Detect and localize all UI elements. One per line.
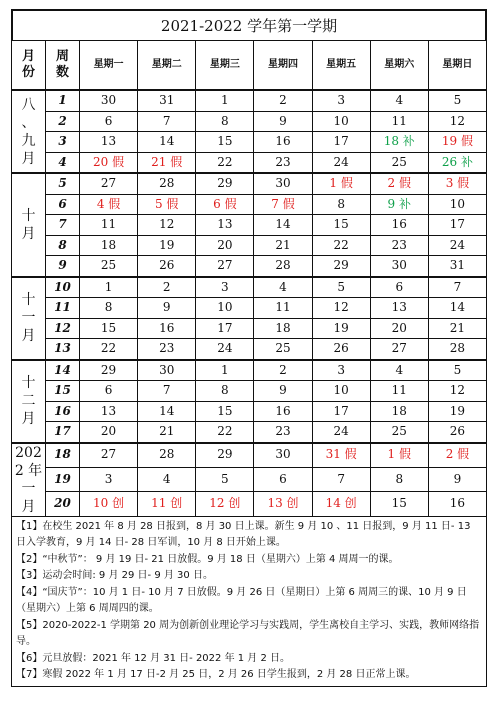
day-cell: 20: [196, 235, 254, 256]
day-cell: 4 假: [80, 194, 138, 215]
week-row: [12, 90, 487, 111]
day-cell: 3: [196, 277, 254, 298]
note-item: 【5】2020-2022-1 学期第 20 周为创新创业理论学习与实践周，学生离校自主学习、实践，教师网络指导。: [16, 619, 480, 647]
day-cell: 29: [80, 360, 138, 381]
day-cell: 25: [254, 339, 312, 360]
day-header: 星期二: [138, 41, 196, 91]
day-cell: 2: [138, 277, 196, 298]
day-cell: 11: [370, 111, 428, 132]
day-cell: 14 创: [312, 492, 370, 516]
note-item: 【6】元旦放假：2021 年 12 月 31 日- 2022 年 1 月 2 日。: [16, 652, 291, 664]
day-cell: 20: [80, 422, 138, 443]
day-cell: 4: [138, 467, 196, 491]
week-number: 4: [46, 152, 80, 173]
day-cell: 28: [138, 173, 196, 194]
day-cell: 25: [80, 256, 138, 277]
day-cell: 1: [196, 90, 254, 111]
day-cell: 26: [138, 256, 196, 277]
day-cell: 9: [254, 111, 312, 132]
day-cell: 4: [370, 90, 428, 111]
week-number: 16: [46, 401, 80, 422]
day-cell: 13 创: [254, 492, 312, 516]
day-cell: 10: [428, 194, 486, 215]
day-cell: 17: [428, 215, 486, 236]
day-cell: 11: [370, 381, 428, 402]
day-cell: 9: [428, 467, 486, 491]
week-row: [12, 339, 487, 360]
day-cell: 9 补: [370, 194, 428, 215]
day-cell: 18 补: [370, 132, 428, 153]
week-number: 20: [46, 492, 80, 516]
day-cell: 7: [138, 111, 196, 132]
day-cell: 24: [428, 235, 486, 256]
week-number: 11: [46, 298, 80, 319]
day-cell: 22: [80, 339, 138, 360]
week-number: 2: [46, 111, 80, 132]
day-cell: 29: [196, 443, 254, 468]
day-cell: 25: [370, 152, 428, 173]
day-cell: 19: [428, 401, 486, 422]
header-row: [12, 41, 487, 91]
day-cell: 15: [370, 492, 428, 516]
day-cell: 16: [370, 215, 428, 236]
notes-section: [11, 517, 487, 687]
day-cell: 12: [312, 298, 370, 319]
day-cell: 8: [312, 194, 370, 215]
day-cell: 18: [370, 401, 428, 422]
day-cell: 6: [80, 111, 138, 132]
day-cell: 29: [312, 256, 370, 277]
note-item: 【2】“中秋节”： 9 月 19 日- 21 日放假。9 月 18 日（星期六）上第 4 周周一的课。: [16, 553, 399, 565]
day-cell: 3: [312, 90, 370, 111]
day-cell: 2: [254, 360, 312, 381]
month-label: 十 一 月: [12, 277, 46, 360]
week-row: [12, 111, 487, 132]
week-row: [12, 256, 487, 277]
day-cell: 4: [370, 360, 428, 381]
day-cell: 21 假: [138, 152, 196, 173]
day-cell: 8: [80, 298, 138, 319]
week-number: 3: [46, 132, 80, 153]
day-cell: 5: [428, 90, 486, 111]
week-row: [12, 492, 487, 516]
month-label: 十 月: [12, 173, 46, 277]
day-header: 星期五: [312, 41, 370, 91]
day-cell: 14: [138, 132, 196, 153]
day-cell: 22: [196, 422, 254, 443]
week-number: 1: [46, 90, 80, 111]
day-cell: 13: [370, 298, 428, 319]
day-header: 星期三: [196, 41, 254, 91]
day-cell: 12 创: [196, 492, 254, 516]
day-cell: 13: [196, 215, 254, 236]
week-row: [12, 467, 487, 491]
week-number: 6: [46, 194, 80, 215]
week-number: 7: [46, 215, 80, 236]
day-cell: 14: [138, 401, 196, 422]
day-cell: 7: [312, 467, 370, 491]
week-number: 9: [46, 256, 80, 277]
day-cell: 3: [312, 360, 370, 381]
month-header: 月 份: [12, 41, 46, 91]
day-cell: 2: [254, 90, 312, 111]
day-cell: 19 假: [428, 132, 486, 153]
week-row: [12, 443, 487, 468]
day-cell: 22: [312, 235, 370, 256]
day-cell: 24: [196, 339, 254, 360]
day-cell: 30: [370, 256, 428, 277]
day-cell: 15: [312, 215, 370, 236]
day-cell: 9: [254, 381, 312, 402]
day-cell: 16: [254, 132, 312, 153]
week-number: 14: [46, 360, 80, 381]
day-cell: 27: [370, 339, 428, 360]
day-cell: 24: [312, 152, 370, 173]
week-number: 17: [46, 422, 80, 443]
week-row: [12, 360, 487, 381]
day-cell: 2 假: [370, 173, 428, 194]
day-cell: 3 假: [428, 173, 486, 194]
day-cell: 22: [196, 152, 254, 173]
day-header: 星期六: [370, 41, 428, 91]
day-cell: 14: [254, 215, 312, 236]
day-cell: 15: [196, 132, 254, 153]
day-cell: 25: [370, 422, 428, 443]
month-label: 十 二 月: [12, 360, 46, 443]
day-cell: 1 假: [312, 173, 370, 194]
day-cell: 26: [312, 339, 370, 360]
day-cell: 26 补: [428, 152, 486, 173]
day-cell: 1 假: [370, 443, 428, 468]
week-row: [12, 215, 487, 236]
day-cell: 27: [80, 443, 138, 468]
page-title: 2021-2022 学年第一学期: [11, 9, 487, 40]
day-header: 星期日: [428, 41, 486, 91]
day-cell: 27: [196, 256, 254, 277]
day-cell: 2 假: [428, 443, 486, 468]
day-cell: 5 假: [138, 194, 196, 215]
day-cell: 20: [370, 318, 428, 339]
day-cell: 6 假: [196, 194, 254, 215]
day-cell: 10: [312, 111, 370, 132]
week-number: 8: [46, 235, 80, 256]
week-row: [12, 277, 487, 298]
week-number: 10: [46, 277, 80, 298]
day-header: 星期一: [80, 41, 138, 91]
week-number: 12: [46, 318, 80, 339]
day-cell: 28: [138, 443, 196, 468]
week-row: [12, 298, 487, 319]
day-cell: 9: [138, 298, 196, 319]
day-cell: 30: [138, 360, 196, 381]
day-cell: 7: [138, 381, 196, 402]
week-row: [12, 132, 487, 153]
day-cell: 4: [254, 277, 312, 298]
day-cell: 18: [80, 235, 138, 256]
day-cell: 27: [80, 173, 138, 194]
day-cell: 11 创: [138, 492, 196, 516]
day-cell: 23: [254, 152, 312, 173]
note-item: 【3】运动会时间: 9 月 29 日- 9 月 30 日。: [16, 570, 213, 581]
note-item: 【1】在校生 2021 年 8 月 28 日报到，8 月 30 日上课。新生 9 月 10 、11 日报到，9 月 11 日- 13 日入学教育，9 月 14 日- 28 日军训，10 月 8 日开始上课。: [16, 520, 471, 548]
day-cell: 21: [254, 235, 312, 256]
day-cell: 17: [312, 132, 370, 153]
day-cell: 16: [138, 318, 196, 339]
day-cell: 21: [138, 422, 196, 443]
week-number: 19: [46, 467, 80, 491]
day-cell: 31: [428, 256, 486, 277]
week-row: [12, 401, 487, 422]
day-cell: 21: [428, 318, 486, 339]
day-cell: 23: [254, 422, 312, 443]
day-cell: 5: [312, 277, 370, 298]
day-cell: 7 假: [254, 194, 312, 215]
day-cell: 20 假: [80, 152, 138, 173]
day-cell: 6: [80, 381, 138, 402]
note-item: 【4】“国庆节”：10 月 1 日- 10 月 7 日放假。9 月 26 日（星期日）上第 6 周周三的课、10 月 9 日（星期六）上第 6 周周四的课。: [16, 586, 467, 614]
week-number: 18: [46, 443, 80, 468]
week-number: 15: [46, 381, 80, 402]
day-cell: 29: [196, 173, 254, 194]
day-cell: 11: [254, 298, 312, 319]
week-row: [12, 152, 487, 173]
day-cell: 17: [312, 401, 370, 422]
day-cell: 14: [428, 298, 486, 319]
day-cell: 1: [196, 360, 254, 381]
day-cell: 30: [80, 90, 138, 111]
day-cell: 5: [196, 467, 254, 491]
month-label: 202 2 年 一 月: [12, 443, 46, 517]
day-cell: 17: [196, 318, 254, 339]
day-cell: 13: [80, 401, 138, 422]
day-cell: 16: [254, 401, 312, 422]
week-number: 13: [46, 339, 80, 360]
day-cell: 8: [196, 111, 254, 132]
day-cell: 15: [80, 318, 138, 339]
day-cell: 8: [196, 381, 254, 402]
day-cell: 30: [254, 443, 312, 468]
day-cell: 11: [80, 215, 138, 236]
week-row: [12, 194, 487, 215]
day-cell: 18: [254, 318, 312, 339]
day-cell: 1: [80, 277, 138, 298]
day-header: 星期四: [254, 41, 312, 91]
day-cell: 16: [428, 492, 486, 516]
day-cell: 26: [428, 422, 486, 443]
day-cell: 7: [428, 277, 486, 298]
week-header: 周 数: [46, 41, 80, 91]
day-cell: 28: [254, 256, 312, 277]
day-cell: 19: [312, 318, 370, 339]
week-number: 5: [46, 173, 80, 194]
week-row: [12, 381, 487, 402]
day-cell: 6: [370, 277, 428, 298]
day-cell: 10: [196, 298, 254, 319]
day-cell: 3: [80, 467, 138, 491]
note-item: 【7】寒假 2022 年 1 月 17 日-2 月 25 日，2 月 26 日学生报到，2 月 28 日正常上课。: [16, 669, 416, 680]
week-row: [12, 318, 487, 339]
day-cell: 28: [428, 339, 486, 360]
calendar-body: [12, 90, 487, 516]
calendar-table: [11, 40, 487, 517]
day-cell: 10: [312, 381, 370, 402]
day-cell: 19: [138, 235, 196, 256]
calendar-container: [11, 9, 487, 687]
week-row: [12, 422, 487, 443]
day-cell: 8: [370, 467, 428, 491]
day-cell: 23: [370, 235, 428, 256]
day-cell: 12: [428, 381, 486, 402]
day-cell: 12: [138, 215, 196, 236]
day-cell: 23: [138, 339, 196, 360]
day-cell: 13: [80, 132, 138, 153]
month-label: 八 、 九 月: [12, 90, 46, 173]
day-cell: 10 创: [80, 492, 138, 516]
day-cell: 30: [254, 173, 312, 194]
day-cell: 31 假: [312, 443, 370, 468]
day-cell: 31: [138, 90, 196, 111]
day-cell: 5: [428, 360, 486, 381]
day-cell: 12: [428, 111, 486, 132]
week-row: [12, 235, 487, 256]
week-row: [12, 173, 487, 194]
day-cell: 6: [254, 467, 312, 491]
day-cell: 24: [312, 422, 370, 443]
day-cell: 15: [196, 401, 254, 422]
